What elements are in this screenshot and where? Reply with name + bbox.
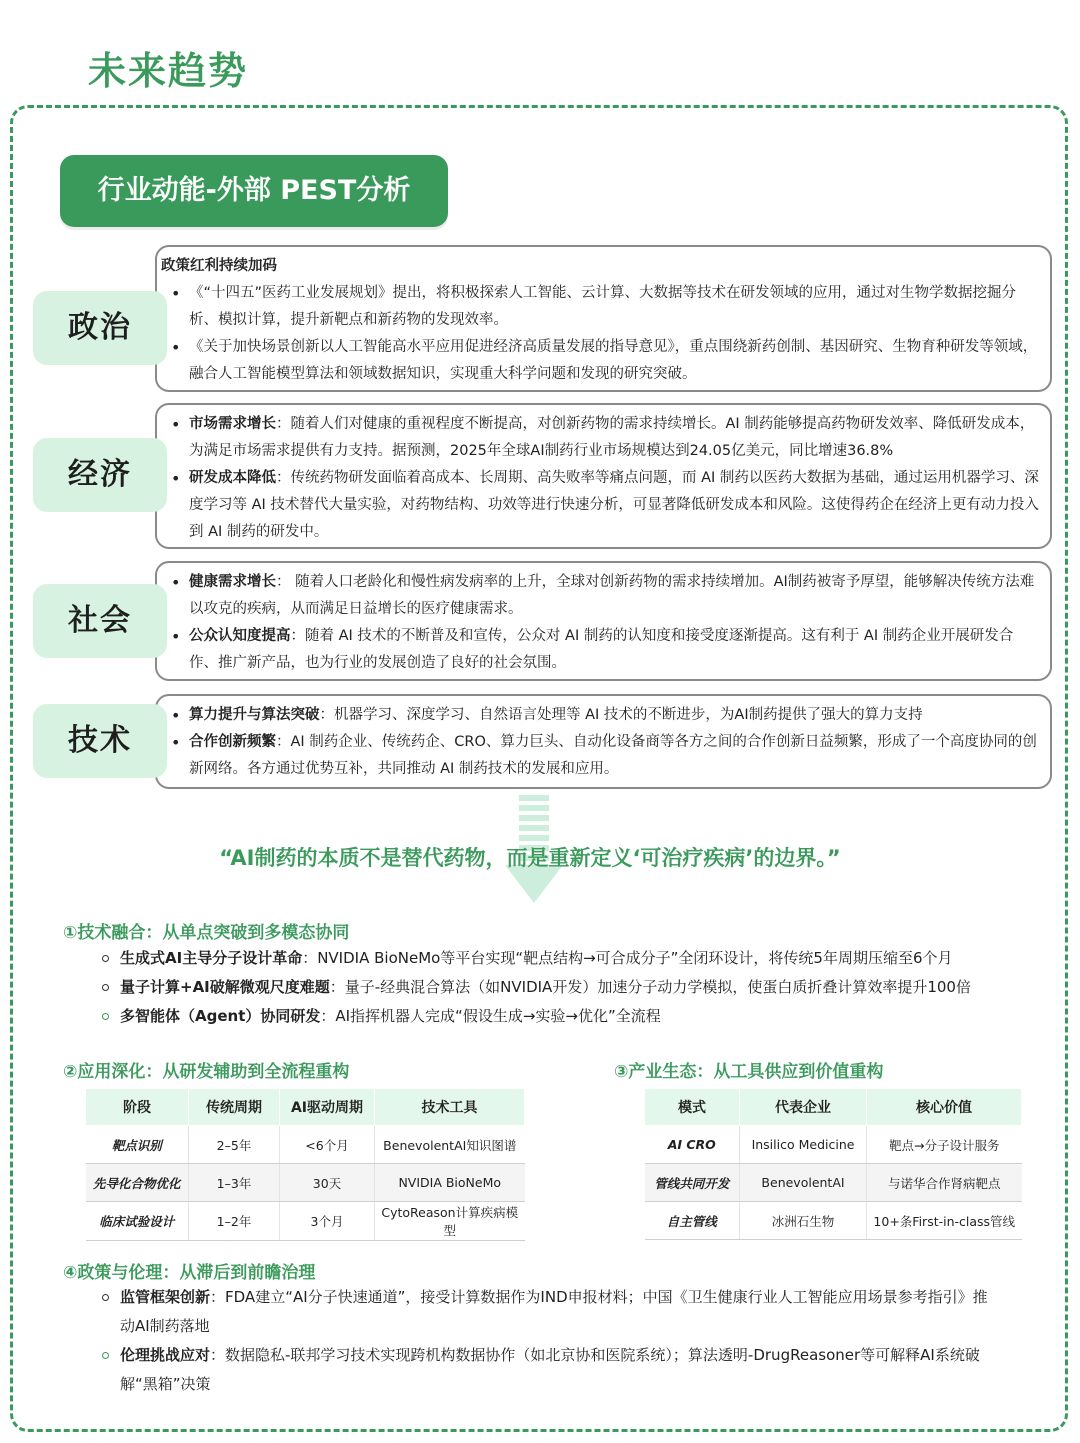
list-item: • 研发成本降低：传统药物研发面临着高成本、长周期、高失败率等痛点问题，而 AI 制药以医药大数据为基础，通过运用机器学习、深度学习等 AI 技术替代大量实验，对药物结构、功效等进行快速分析，可显著降低研发成本和风险。这使得药企在经济上更有动力投入到 AI 制药的研发中。: [169, 465, 1040, 546]
list-item: • 市场需求增长：随着人们对健康的重视程度不断提高，对创新药物的需求持续增长。AI 制药能够提高药物研发效率、降低研发成本，为满足市场需求提供有力支持。据预测，2025年全球AI制药行业市场规模达到24.05亿美元，同比增速36.8%: [169, 411, 1040, 465]
table-header: 模式: [645, 1089, 740, 1126]
table-row: 先导化合物优化 1–3年 30天 NVIDIA BioNeMo: [86, 1164, 525, 1202]
list-item: • 合作创新频繁：AI 制药企业、传统药企、CRO、算力巨头、自动化设备商等各方之间的合作创新日益频繁，形成了一个高度协同的创新网络。各方通过优势互补，共同推动 AI 制药技术的发展和应用。: [169, 729, 1040, 783]
pest-box-society: [155, 561, 1052, 681]
pest-label-technology: 技术: [33, 704, 167, 778]
pest-label-politics: 政治: [33, 291, 167, 365]
trend4-heading: ④政策与伦理：从滞后到前瞻治理: [63, 1263, 316, 1283]
table-header: 代表企业: [740, 1089, 867, 1126]
pest-label-economy: 经济: [33, 438, 167, 512]
list-item: 多智能体（Agent）协同研发：AI指挥机器人完成“假设生成→实验→优化”全流程: [100, 1002, 1030, 1031]
table-row: 临床试验设计 1–2年 3个月 CytoReason计算疾病模型: [86, 1202, 525, 1241]
section-banner: 行业动能-外部 PEST分析: [60, 155, 448, 227]
table-row: 管线共同开发 BenevolentAI 与诺华合作肾病靶点: [645, 1164, 1022, 1202]
table-row: 靶点识别 2–5年 <6个月 BenevolentAI知识图谱: [86, 1126, 525, 1164]
table-row: 自主管线 冰洲石生物 10+条First-in-class管线: [645, 1202, 1022, 1240]
trend3-table: [644, 1088, 1022, 1240]
trend1-heading: ①技术融合：从单点突破到多模态协同: [63, 923, 350, 943]
list-item: 量子计算+AI破解微观尺度难题：量子-经典混合算法（如NVIDIA开发）加速分子动力学模拟，使蛋白质折叠计算效率提升100倍: [100, 973, 1030, 1002]
trend2-heading: ②应用深化：从研发辅助到全流程重构: [63, 1062, 350, 1082]
trend2-table: [85, 1088, 525, 1241]
table-header: 传统周期: [189, 1089, 280, 1126]
list-item: 伦理挑战应对：数据隐私-联邦学习技术实现跨机构数据协作（如北京协和医院系统）；算法透明-DrugReasoner等可解释AI系统破解“黑箱”决策: [100, 1341, 1000, 1399]
trend1-list: [100, 944, 1030, 1031]
page-title: 未来趋势: [88, 49, 249, 93]
table-header: 技术工具: [375, 1089, 525, 1126]
pest-label-society: 社会: [33, 584, 167, 658]
list-item: • 健康需求增长： 随着人口老龄化和慢性病发病率的上升，全球对创新药物的需求持续增加。AI制药被寄予厚望，能够解决传统方法难以攻克的疾病，从而满足日益增长的医疗健康需求。: [169, 569, 1040, 623]
trend3-heading: ③产业生态：从工具供应到价值重构: [614, 1062, 884, 1082]
list-item: 生成式AI主导分子设计革命：NVIDIA BioNeMo等平台实现“靶点结构→可合成分子”全闭环设计，将传统5年周期压缩至6个月: [100, 944, 1030, 973]
politics-heading: 政策红利持续加码: [161, 258, 277, 274]
table-header: AI驱动周期: [280, 1089, 375, 1126]
pest-box-technology: [155, 694, 1052, 789]
table-row: AI CRO Insilico Medicine 靶点→分子设计服务: [645, 1126, 1022, 1164]
list-item: • 公众认知度提高：随着 AI 技术的不断普及和宣传，公众对 AI 制药的认知度和接受度逐渐提高。这有利于 AI 制药企业开展研发合作、推广新产品，也为行业的发展创造了良好的社会氛围。: [169, 623, 1040, 677]
pest-box-economy: [155, 403, 1052, 549]
pest-box-politics: [155, 245, 1052, 392]
table-header: 阶段: [86, 1089, 189, 1126]
quote: “AI制药的本质不是替代药物，而是重新定义‘可治疗疾病’的边界。”: [219, 846, 841, 870]
list-item: • 《“十四五”医药工业发展规划》提出，将积极探索人工智能、云计算、大数据等技术在研发领域的应用，通过对生物学数据挖掘分析、模拟计算，提升新靶点和新药物的发现效率。: [169, 280, 1040, 334]
table-header: 核心价值: [867, 1089, 1022, 1126]
list-item: • 算力提升与算法突破：机器学习、深度学习、自然语言处理等 AI 技术的不断进步，为AI制药提供了强大的算力支持: [169, 702, 1040, 729]
list-item: • 《关于加快场景创新以人工智能高水平应用促进经济高质量发展的指导意见》，重点围绕新药创制、基因研究、生物育种研发等领域，融合人工智能模型算法和领域数据知识，实现重大科学问题和发现的研究突破。: [169, 334, 1040, 388]
list-item: 监管框架创新：FDA建立“AI分子快速通道”，接受计算数据作为IND申报材料；中国《卫生健康行业人工智能应用场景参考指引》推动AI制药落地: [100, 1283, 1000, 1341]
trend4-list: [100, 1283, 1000, 1399]
